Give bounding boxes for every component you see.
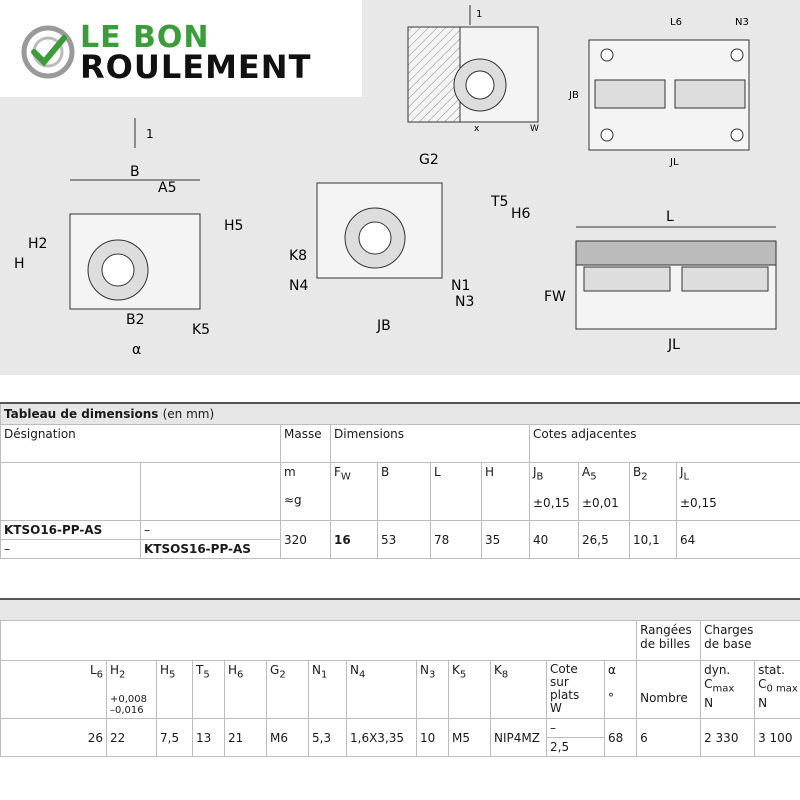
- col-h6: $H_6$: [225, 661, 267, 719]
- val-h5: 7,5: [157, 719, 193, 757]
- label-a5: A5: [158, 180, 177, 196]
- label-h6: H6: [511, 206, 531, 222]
- logo-line2: ROULEMENT: [80, 48, 312, 86]
- row2-des1: –: [1, 540, 141, 559]
- bearing-logo-icon: [20, 24, 80, 84]
- val-w2: 2,5: [547, 738, 605, 757]
- label-one: 1: [146, 127, 154, 141]
- row1-des2: –: [141, 521, 281, 540]
- sub-b2: $B_2$: [630, 463, 677, 521]
- col-h5: $H_5$: [157, 661, 193, 719]
- col-n4: $N_4$: [347, 661, 417, 719]
- label-fw: FW: [544, 289, 566, 305]
- label-x: x: [474, 124, 480, 134]
- label-jb: JB: [569, 90, 579, 101]
- row1-des1: KTSO16-PP-AS: [1, 521, 141, 540]
- table1-title: Tableau de dimensions (en mm): [1, 403, 800, 425]
- col-k8: $K_8$: [491, 661, 547, 719]
- val-g2: M6: [267, 719, 309, 757]
- val-h6: 21: [225, 719, 267, 757]
- val-h: 35: [482, 521, 530, 559]
- col-nombre: Nombre: [637, 661, 701, 719]
- table2-title-bar: [0, 598, 800, 621]
- logo-line1: LE BON: [80, 20, 210, 55]
- dimensions-table-2: [0, 620, 800, 757]
- label-b2: B2: [126, 312, 145, 328]
- header-cotes: Cotes adjacentes: [530, 425, 800, 463]
- label-n3: N3: [735, 17, 749, 28]
- val-n3: 10: [417, 719, 449, 757]
- col-t5: $T_5$: [193, 661, 225, 719]
- col-g2: $G_2$: [267, 661, 309, 719]
- col-cote: Cote sur plats W: [547, 661, 605, 719]
- val-fw: 16: [331, 521, 378, 559]
- label-h: H: [14, 256, 25, 272]
- drawing-mid: [285, 148, 535, 338]
- label-alpha: α: [132, 342, 142, 358]
- val-b2: 10,1: [630, 521, 677, 559]
- val-l: 78: [431, 521, 482, 559]
- drawing-left: [10, 118, 255, 368]
- label-n4: N4: [289, 278, 309, 294]
- dimensions-table: [0, 402, 800, 559]
- label-g2: G2: [419, 152, 439, 168]
- drawing-top-mid: [400, 5, 560, 135]
- val-jl: 64: [677, 521, 800, 559]
- val-masse: 320: [281, 521, 331, 559]
- col-l6: $L_6$: [1, 661, 107, 719]
- val-alpha: 68: [605, 719, 637, 757]
- col-dyn: dyn. $C_{max}$ N: [701, 661, 755, 719]
- header-rangees: Rangées de billes: [637, 621, 701, 661]
- logo: [0, 0, 362, 97]
- label-jb: JB: [377, 318, 391, 334]
- col-stat: stat. $C_{0 max}$ N: [755, 661, 800, 719]
- technical-drawing-area: [0, 0, 800, 375]
- label-l: L: [666, 209, 674, 225]
- sub-h: H: [482, 463, 530, 521]
- col-alpha: α °: [605, 661, 637, 719]
- col-h2: $H_2$ +0,008 –0,016: [107, 661, 157, 719]
- label-h5: H5: [224, 218, 244, 234]
- label-h2: H2: [28, 236, 48, 252]
- header-charges: Charges de base: [701, 621, 800, 661]
- label-w: W: [530, 124, 539, 134]
- val-k8: NIP4MZ: [491, 719, 547, 757]
- label-n3: N3: [455, 294, 475, 310]
- sub-a5: $A_5$ ±0,01: [579, 463, 630, 521]
- val-n4: 1,6X3,35: [347, 719, 417, 757]
- val-w1: –: [547, 719, 605, 738]
- label-k8: K8: [289, 248, 308, 264]
- sub-jl: $J_L$ ±0,15: [677, 463, 800, 521]
- sub-l: L: [431, 463, 482, 521]
- label-k5: K5: [192, 322, 211, 338]
- drawing-top-right: [565, 10, 765, 170]
- val-l6: 26: [1, 719, 107, 757]
- header-dimensions: Dimensions: [331, 425, 530, 463]
- label-b: B: [130, 164, 140, 180]
- sub-jb: $J_B$ ±0,15: [530, 463, 579, 521]
- label-jl: JL: [670, 157, 679, 168]
- sub-fw: $F_W$: [331, 463, 378, 521]
- label-n1: N1: [451, 278, 471, 294]
- sub-masse: m ≈g: [281, 463, 331, 521]
- val-jb: 40: [530, 521, 579, 559]
- val-a5: 26,5: [579, 521, 630, 559]
- val-stat: 3 100: [755, 719, 800, 757]
- val-n1: 5,3: [309, 719, 347, 757]
- row2-des2: KTSOS16-PP-AS: [141, 540, 281, 559]
- val-rangees: 6: [637, 719, 701, 757]
- label-l6: L6: [670, 17, 682, 28]
- col-n3: $N_3$: [417, 661, 449, 719]
- drawing-right: [540, 205, 780, 355]
- val-t5: 13: [193, 719, 225, 757]
- val-dyn: 2 330: [701, 719, 755, 757]
- val-b: 53: [378, 521, 431, 559]
- col-n1: $N_1$: [309, 661, 347, 719]
- val-h2: 22: [107, 719, 157, 757]
- label-t5: T5: [491, 194, 509, 210]
- header-designation: Désignation: [1, 425, 281, 463]
- label-jl: JL: [668, 337, 680, 353]
- sub-b: B: [378, 463, 431, 521]
- col-k5: $K_5$: [449, 661, 491, 719]
- header-masse: Masse: [281, 425, 331, 463]
- label-one: 1: [476, 9, 483, 20]
- val-k5: M5: [449, 719, 491, 757]
